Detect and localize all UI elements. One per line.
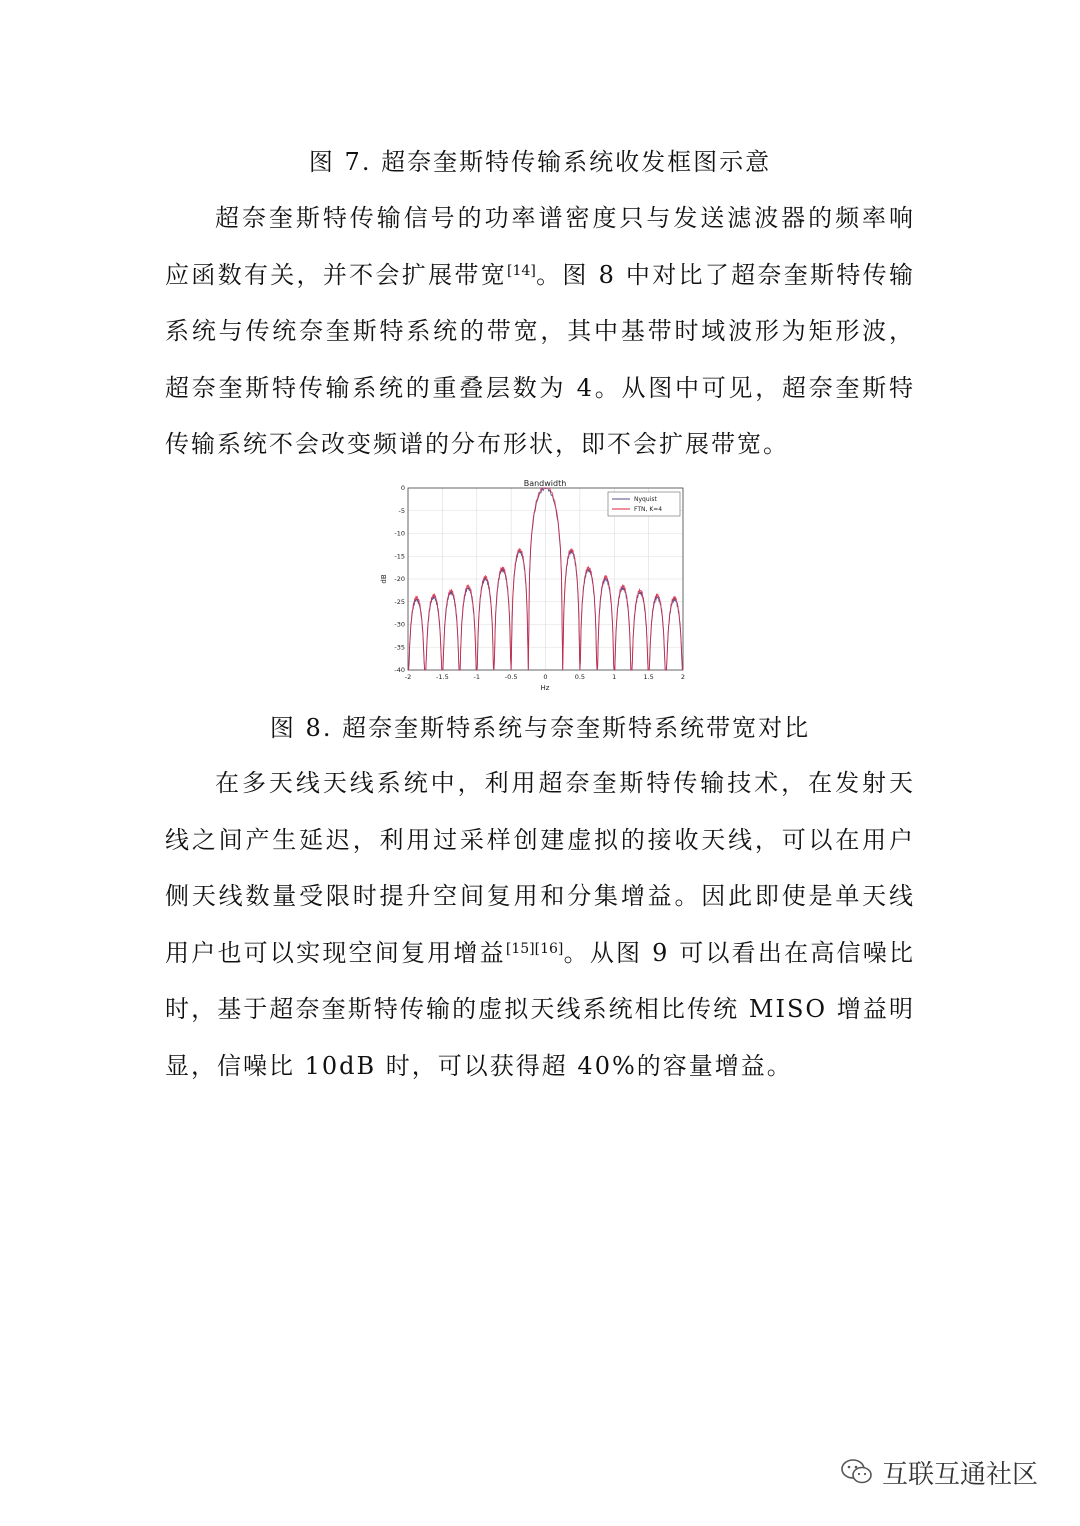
- x-tick-label: -0.5: [504, 673, 518, 681]
- paragraph-1: [165, 190, 915, 473]
- y-tick-labels: [394, 484, 405, 674]
- legend-nyquist-label: Nyquist: [634, 496, 657, 503]
- y-tick-label: -15: [394, 552, 405, 561]
- x-tick-label: 1.5: [643, 673, 654, 681]
- paragraph-1-text-b: 。图 8 中对比了超奈奎斯特传输系统与传统奈奎斯特系统的带宽，其中基带时域波形为矩形波，超奈奎斯特传输系统的重叠层数为 4。从图中可见，超奈奎斯特传输系统不会改变频谱的分布形状，即不会扩展带宽。: [165, 260, 915, 458]
- paragraph-2-text-a: 在多天线天线系统中，利用超奈奎斯特传输技术，在发射天线之间产生延迟，利用过采样创建虚拟的接收天线，可以在用户侧天线数量受限时提升空间复用和分集增益。因此即使是单天线用户也可以实现空间复用增益: [165, 769, 915, 967]
- y-tick-label: -25: [394, 597, 405, 606]
- x-tick-label: -1.5: [436, 673, 449, 681]
- paragraph-2-text-b: 。从图 9 可以看出在高信噪比时，基于超奈奎斯特传输的虚拟天线系统相比传统 MISO 增益明显，信噪比 10dB 时，可以获得超 40%的容量增益。: [165, 938, 915, 1080]
- y-tick-label: -10: [394, 529, 405, 538]
- y-tick-label: -5: [398, 506, 405, 515]
- y-tick-label: -40: [394, 666, 405, 674]
- y-tick-label: -20: [394, 575, 405, 583]
- bandwidth-chart: [368, 478, 698, 700]
- x-tick-label: 2: [680, 673, 686, 681]
- y-tick-label: 0: [400, 484, 405, 492]
- legend-ftn-label: FTN, K=4: [634, 506, 663, 513]
- x-tick-label: 0: [543, 673, 548, 681]
- paragraph-2: [165, 755, 915, 1094]
- x-tick-label: 1: [612, 673, 617, 681]
- legend: [608, 492, 680, 516]
- x-tick-label: -2: [404, 673, 412, 681]
- y-axis-label: dB: [380, 574, 388, 584]
- chart-title: Bandwidth: [523, 479, 567, 488]
- y-tick-label: -35: [394, 643, 405, 652]
- x-tick-labels: [405, 673, 685, 681]
- watermark-text: 互联互通社区: [882, 1459, 1039, 1490]
- citation-16[interactable]: [16]: [534, 940, 564, 957]
- figure7-caption: 图 7. 超奈奎斯特传输系统收发框图示意: [308, 148, 772, 176]
- wechat-icon: [840, 1457, 874, 1487]
- watermark: [840, 1452, 1038, 1492]
- x-tick-label: -1: [473, 673, 480, 681]
- y-tick-label: -30: [394, 620, 405, 629]
- citation-14[interactable]: [14]: [507, 262, 536, 279]
- figure8-caption: 图 8. 超奈奎斯特系统与奈奎斯特系统带宽对比: [269, 714, 811, 742]
- x-tick-label: 0.5: [574, 673, 586, 681]
- citation-15[interactable]: [15]: [505, 940, 535, 957]
- paragraph-1-text-a: 超奈奎斯特传输信号的功率谱密度只与发送滤波器的频率响应函数有关，并不会扩展带宽: [165, 204, 915, 289]
- x-axis-label: Hz: [540, 684, 550, 692]
